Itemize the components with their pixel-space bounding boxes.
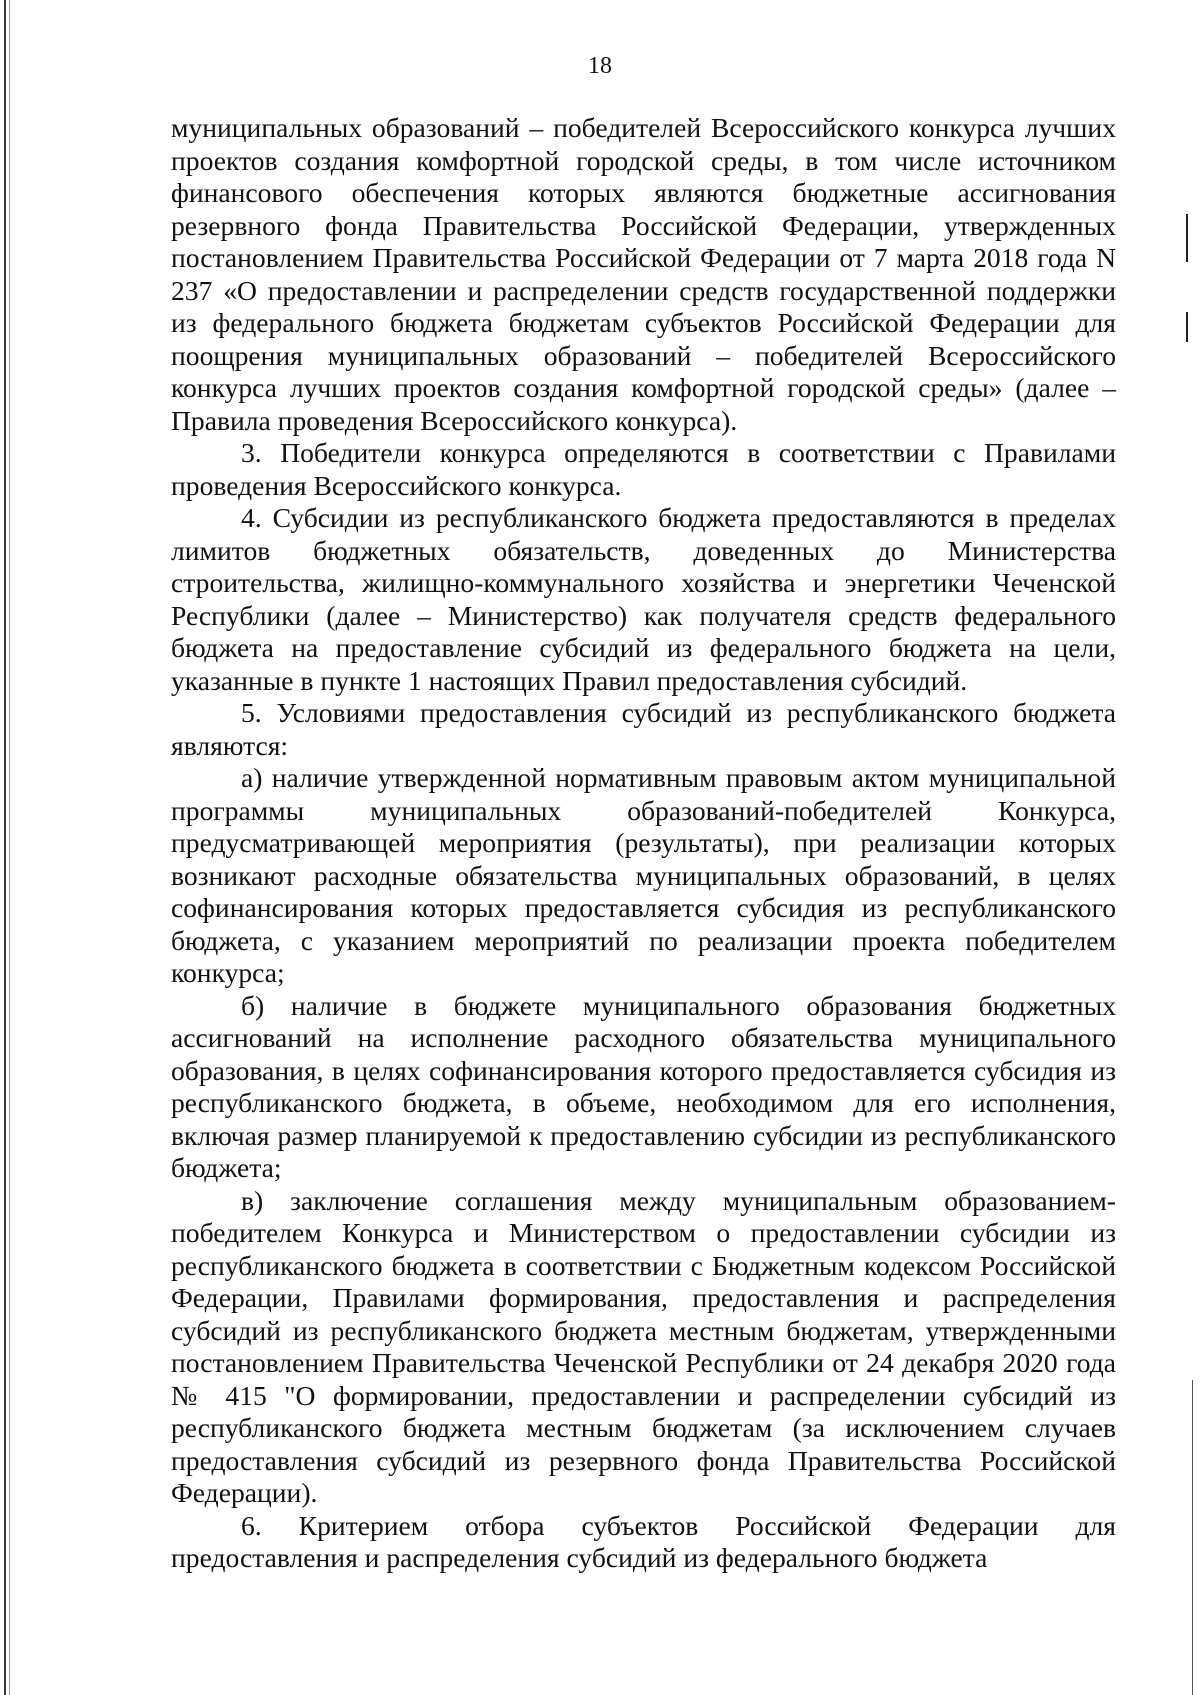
scan-edge-line — [4, 0, 6, 1695]
margin-mark — [1192, 1380, 1193, 1695]
paragraph-item-6: 6. Критерием отбора субъектов Российской Федерации для предоставления и распределения субсидий из федерального бюджета — [171, 1509, 1116, 1573]
paragraph-item-4: 4. Субсидии из республиканского бюджета предоставляются в пределах лимитов бюджетных обязательств, доведенных до Министерства строительства, жилищно-коммунального хозяйства и энергетики Чеченской Республики (далее – Министерство) как получателя средств федерального бюджета на предоставление субсидий из федерального бюджета на цели, указанные в пункте 1 настоящих Правил предоставления субсидий. — [171, 502, 1116, 696]
paragraph-item-3: 3. Победители конкурса определяются в соответствии с Правилами проведения Всероссийского конкурса. — [171, 437, 1116, 501]
page-number: 18 — [588, 53, 612, 79]
paragraph-item-5: 5. Условиями предоставления субсидий из республиканского бюджета являются: — [171, 697, 1116, 761]
margin-mark — [1186, 312, 1188, 342]
paragraph-subitem-b: б) наличие в бюджете муниципального образования бюджетных ассигнований на исполнение расходного обязательства муниципального образования, в целях софинансирования которого предоставляется субсидия из республиканского бюджета, в объеме, необходимом для его исполнения, включая размер планируемой к предоставлению субсидии из республиканского бюджета; — [171, 989, 1116, 1183]
paragraph-subitem-v: в) заключение соглашения между муниципальным образованием-победителем Конкурса и Министерством о предоставлении субсидии из республиканского бюджета в соответствии с Бюджетным кодексом Российской Федерации, Правилами формирования, предоставления и распределения субсидий из республиканского бюджета местным бюджетам, утвержденными постановлением Правительства Чеченской Республики от 24 декабря 2020 года № 415 "О формировании, предоставлении и распределении субсидий из республиканского бюджета местным бюджетам (за исключением случаев предоставления субсидий из резервного фонда Правительства Российской Федерации). — [171, 1184, 1116, 1508]
scan-edge-shadow — [9, 0, 10, 1695]
margin-mark — [1186, 214, 1188, 262]
paragraph-subitem-a: а) наличие утвержденной нормативным правовым актом муниципальной программы муниципальных образований-победителей Конкурса, предусматривающей мероприятия (результаты), при реализации которых возникают расходные обязательства муниципальных образований, в целях софинансирования которых предоставляется субсидия из республиканского бюджета, с указанием мероприятий по реализации проекта победителем конкурса; — [171, 762, 1116, 988]
document-body — [171, 112, 1116, 1575]
paragraph-continuation: муниципальных образований – победителей Всероссийского конкурса лучших проектов создания комфортной городской среды, в том числе источником финансового обеспечения которых являются бюджетные ассигнования резервного фонда Правительства Российской Федерации, утвержденных постановлением Правительства Российской Федерации от 7 марта 2018 года N 237 «О предоставлении и распределении средств государственной поддержки из федерального бюджета бюджетам субъектов Российской Федерации для поощрения муниципальных образований – победителей Всероссийского конкурса лучших проектов создания комфортной городской среды» (далее – Правила проведения Всероссийского конкурса). — [171, 112, 1116, 436]
